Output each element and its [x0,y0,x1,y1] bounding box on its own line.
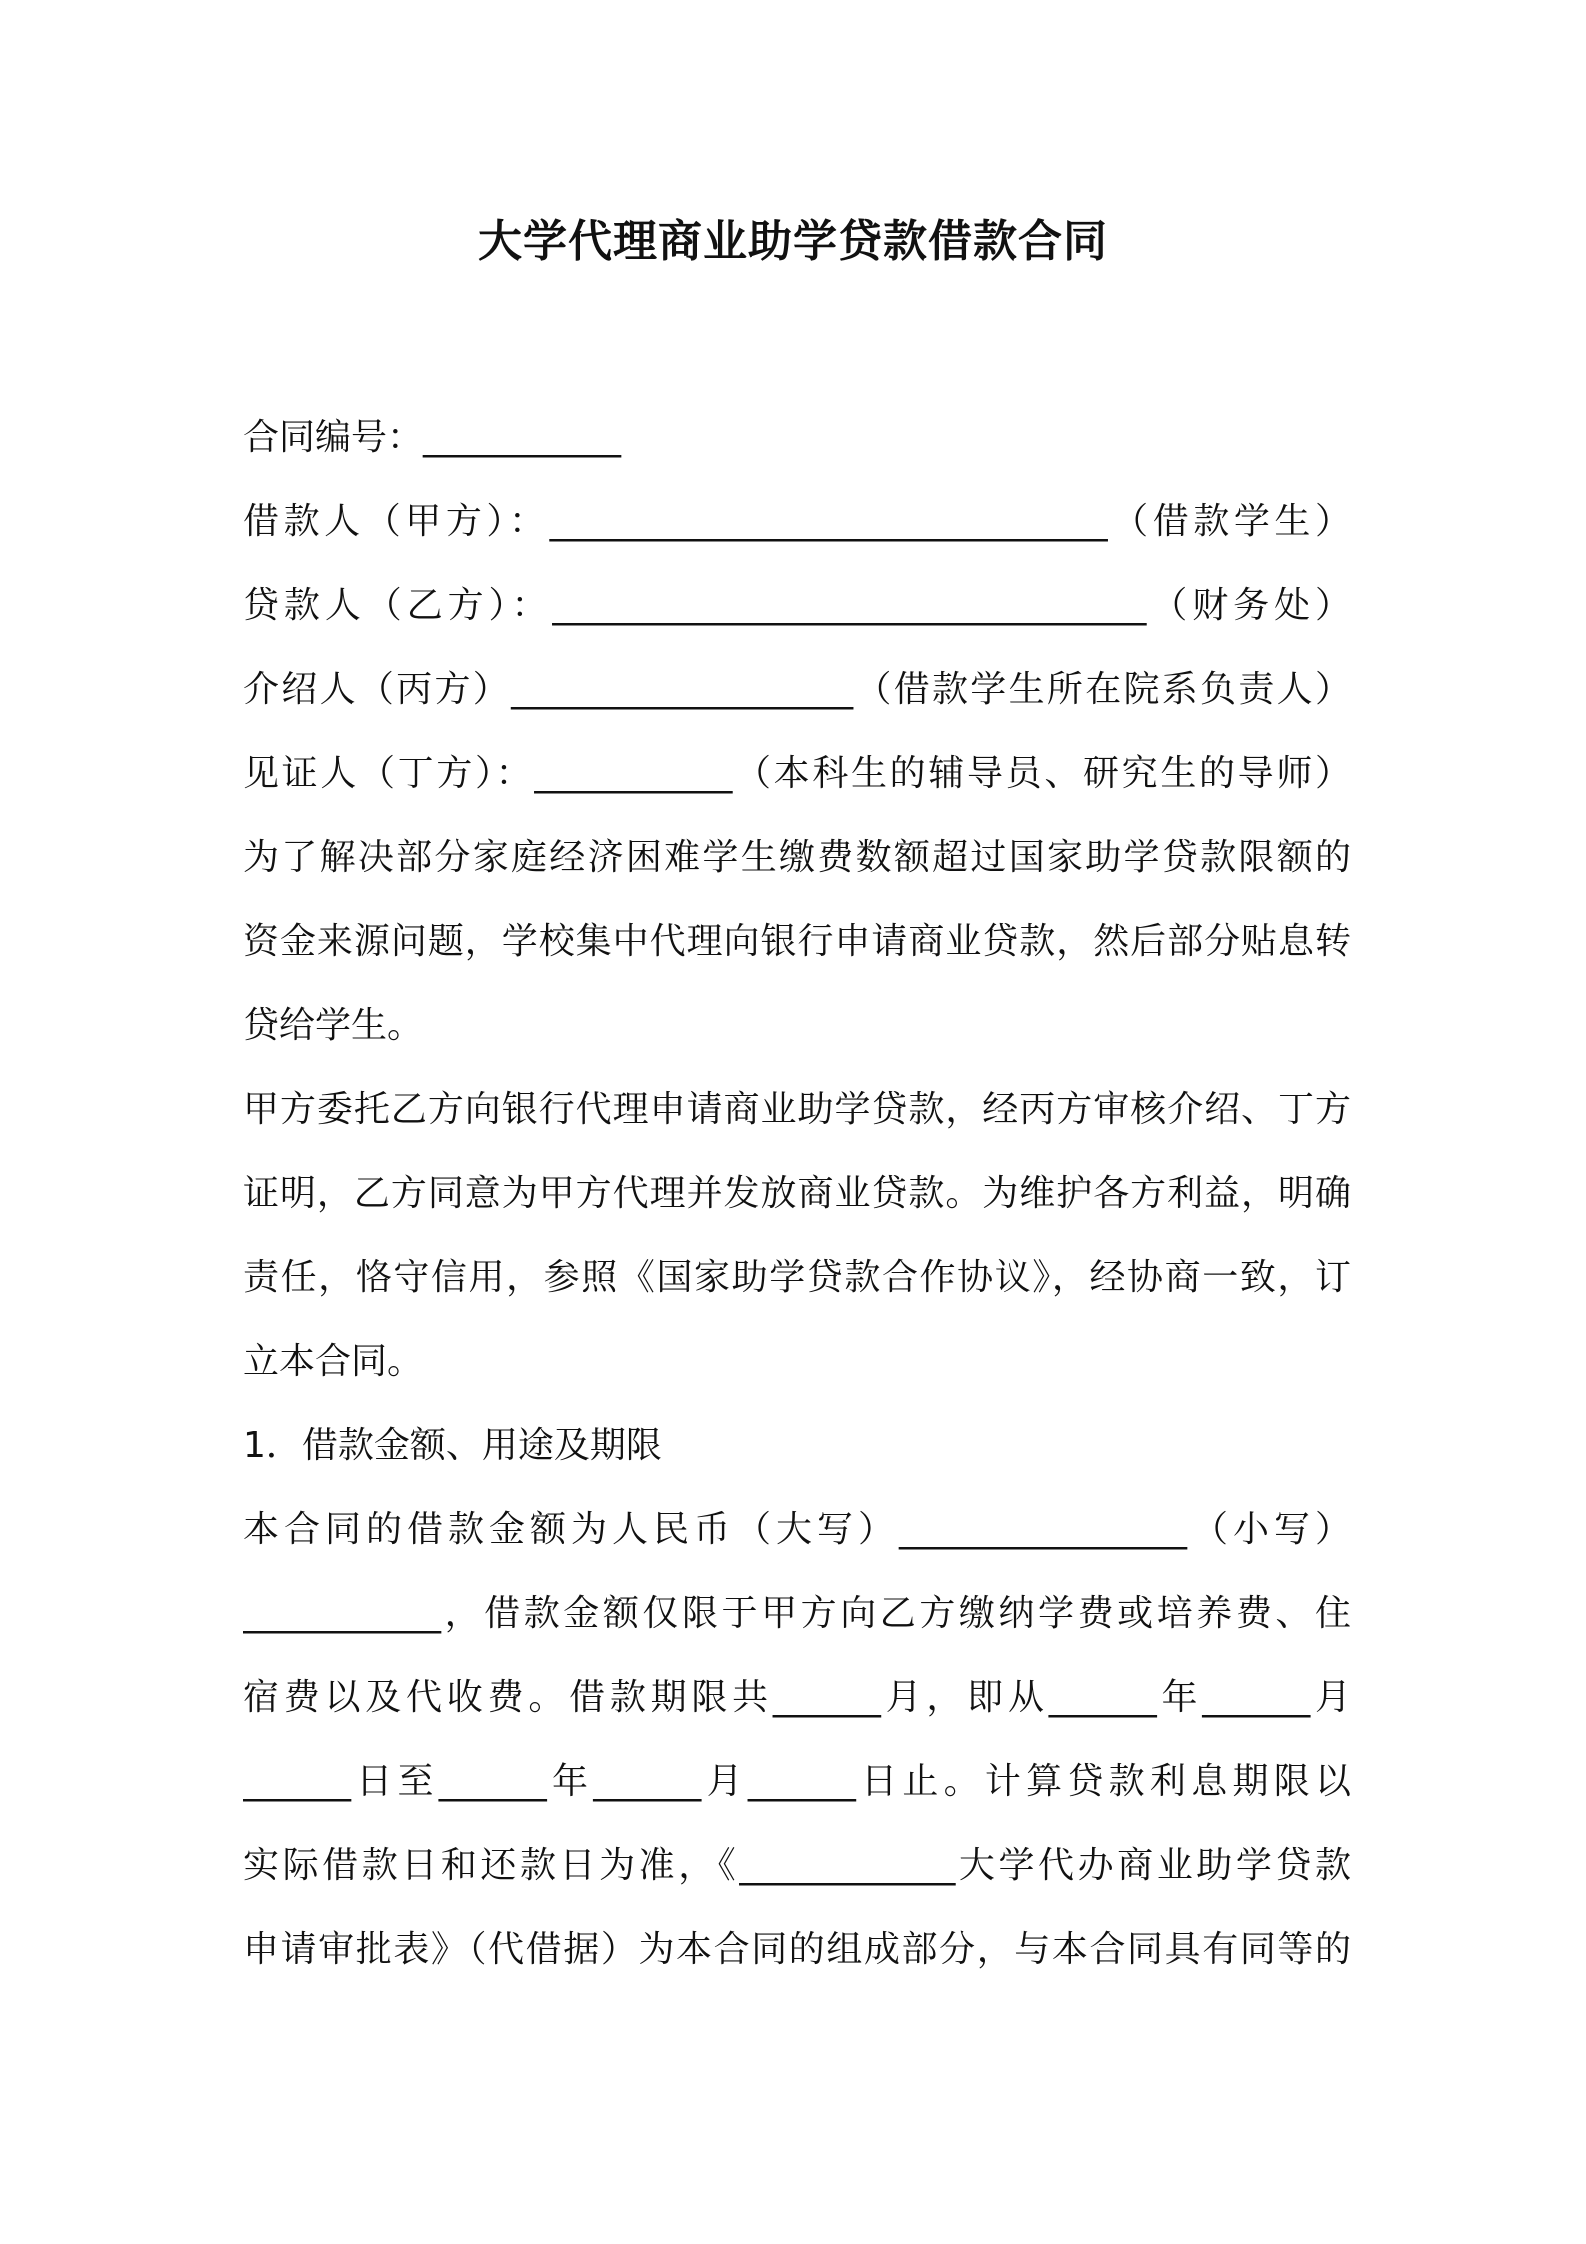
agreement-line: 证明，乙方同意为甲方代理并发放商业贷款。为维护各方利益，明确 [243,1173,1351,1214]
clause-line: 申请审批表》（代借据）为本合同的组成部分，与本合同具有同等的 [243,1929,1351,1970]
lender-line: 贷款人（乙方）：_________________________________（财务处） [243,585,1351,626]
document-body [243,406,1351,2002]
contract-number-line: 合同编号：___________ [243,417,622,458]
witness-line: 见证人（丁方）：___________（本科生的辅导员、研究生的导师） [243,753,1351,794]
clause-line: 实际借款日和还款日为准，《____________大学代办商业助学贷款 [243,1845,1351,1886]
borrower-line: 借款人（甲方）：_______________________________（借款学生） [243,501,1351,542]
agreement-line: 甲方委托乙方向银行代理申请商业助学贷款，经丙方审核介绍、丁方 [243,1089,1351,1130]
agreement-line: 立本合同。 [243,1341,424,1382]
preamble-line: 为了解决部分家庭经济困难学生缴费数额超过国家助学贷款限额的 [243,837,1351,878]
introducer-line: 介绍人（丙方）___________________（借款学生所在院系负责人） [243,669,1351,710]
section-heading: 1．借款金额、用途及期限 [243,1425,662,1466]
clause-line: ___________，借款金额仅限于甲方向乙方缴纳学费或培养费、住 [243,1593,1351,1634]
clause-line: 本合同的借款金额为人民币（大写）________________（小写） [243,1509,1351,1550]
preamble-line: 贷给学生。 [243,1005,424,1046]
clause-line: ______日至______年______月______日止。计算贷款利息期限以 [243,1761,1351,1802]
preamble-line: 资金来源问题，学校集中代理向银行申请商业贷款，然后部分贴息转 [243,921,1351,962]
clause-line: 宿费以及代收费。借款期限共______月，即从______年______月 [243,1677,1351,1718]
document-title: 大学代理商业助学贷款借款合同 [478,216,1108,267]
agreement-line: 责任，恪守信用，参照《国家助学贷款合作协议》，经协商一致，订 [243,1257,1351,1298]
